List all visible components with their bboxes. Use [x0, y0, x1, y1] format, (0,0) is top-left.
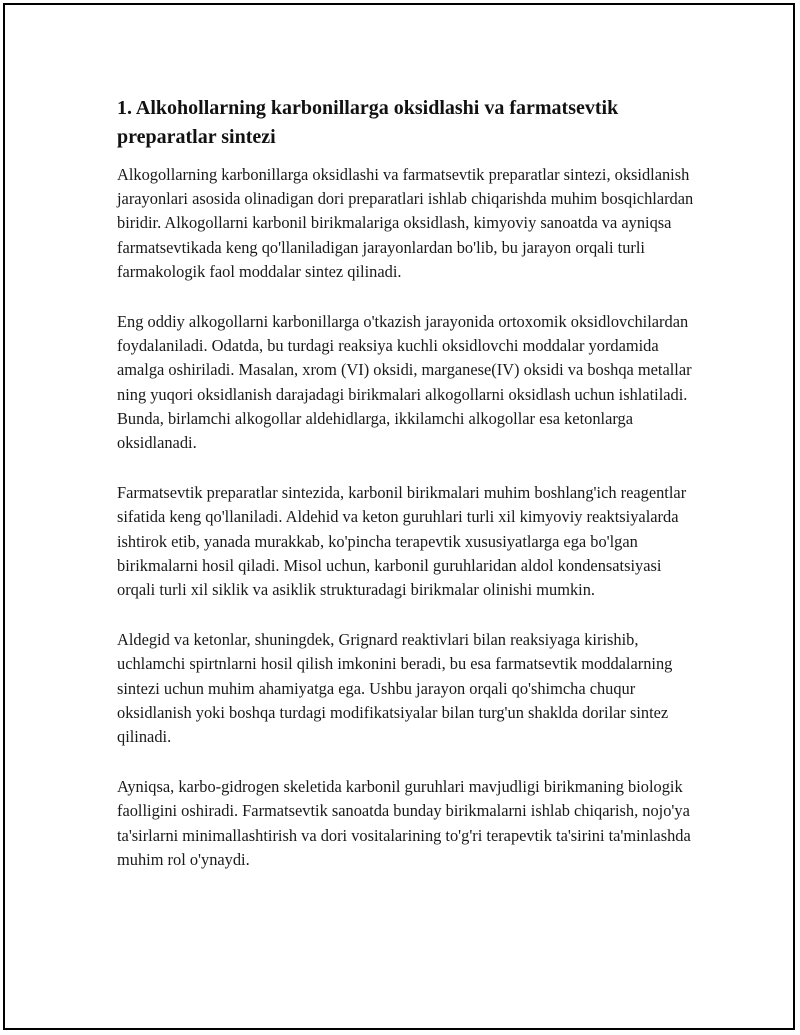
- section-heading: 1. Alkohollarning karbonillarga oksidlashi va farmatsevtik preparatlar sintezi: [117, 97, 619, 148]
- paragraph-3: Farmatsevtik preparatlar sintezida, karbonil birikmalari muhim boshlang'ich reagentlar sifatida keng qo'llaniladi. Aldehid va keton guruhlari turli xil kimyoviy reaktsiyalarda ishtirok etib, yanada murakkab, ko'pincha terapevtik xususiyatlarga ega bo'lgan birikmalarni hosil qiladi. Misol uchun, karbonil guruhlaridan aldol kondensatsiyasi orqali turli xil siklik va asiklik strukturadagi birikmalar olinishi mumkin.: [117, 483, 687, 600]
- paragraph-2: Eng oddiy alkogollarni karbonillarga o'tkazish jarayonida ortoxomik oksidlovchilardan foydalaniladi. Odatda, bu turdagi reaksiya kuchli oksidlovchi moddalar yordamida amalga oshiriladi. Masalan, xrom (VI) oksidi, marganese(IV) oksidi va boshqa metallar ning yuqori oksidlanish darajadagi birikmalari alkogollarni oksidlash uchun ishlatiladi. Bunda, birlamchi alkogollar aldehidlarga, ikkilamchi alkogollar esa ketonlarga oksidlanadi.: [117, 312, 692, 453]
- paragraph-4: Aldegid va ketonlar, shuningdek, Grignard reaktivlari bilan reaksiyaga kirishib, uchlamchi spirtnlarni hosil qilish imkonini beradi, bu esa farmatsevtik moddalarning sintezi uchun muhim ahamiyatga ega. Ushbu jarayon orqali qo'shimcha chuqur oksidlanish yoki boshqa turdagi modifikatsiyalar bilan turg'un shaklda dorilar sintez qilinadi.: [117, 630, 673, 747]
- paragraph-5: Ayniqsa, karbo-gidrogen skeletida karbonil guruhlari mavjudligi birikmaning biologik faolligini oshiradi. Farmatsevtik sanoatda bunday birikmalarni ishlab chiqarish, nojo'ya ta'sirlarni minimallashtirish va dori vositalarining to'g'ri terapevtik ta'sirini ta'minlashda muhim rol o'ynaydi.: [117, 777, 691, 869]
- paragraph-1: Alkogollarning karbonillarga oksidlashi va farmatsevtik preparatlar sintezi, oksidlanish jarayonlari asosida olinadigan dori preparatlari ishlab chiqarishda muhim bosqichlardan biridir. Alkogollarni karbonil birikmalariga oksidlash, kimyoviy sanoatda va ayniqsa farmatsevtikada keng qo'llaniladigan jarayonlardan bo'lib, bu jarayon orqali turli farmakologik faol moddalar sintez qilinadi.: [117, 165, 694, 281]
- document-body: [117, 94, 703, 898]
